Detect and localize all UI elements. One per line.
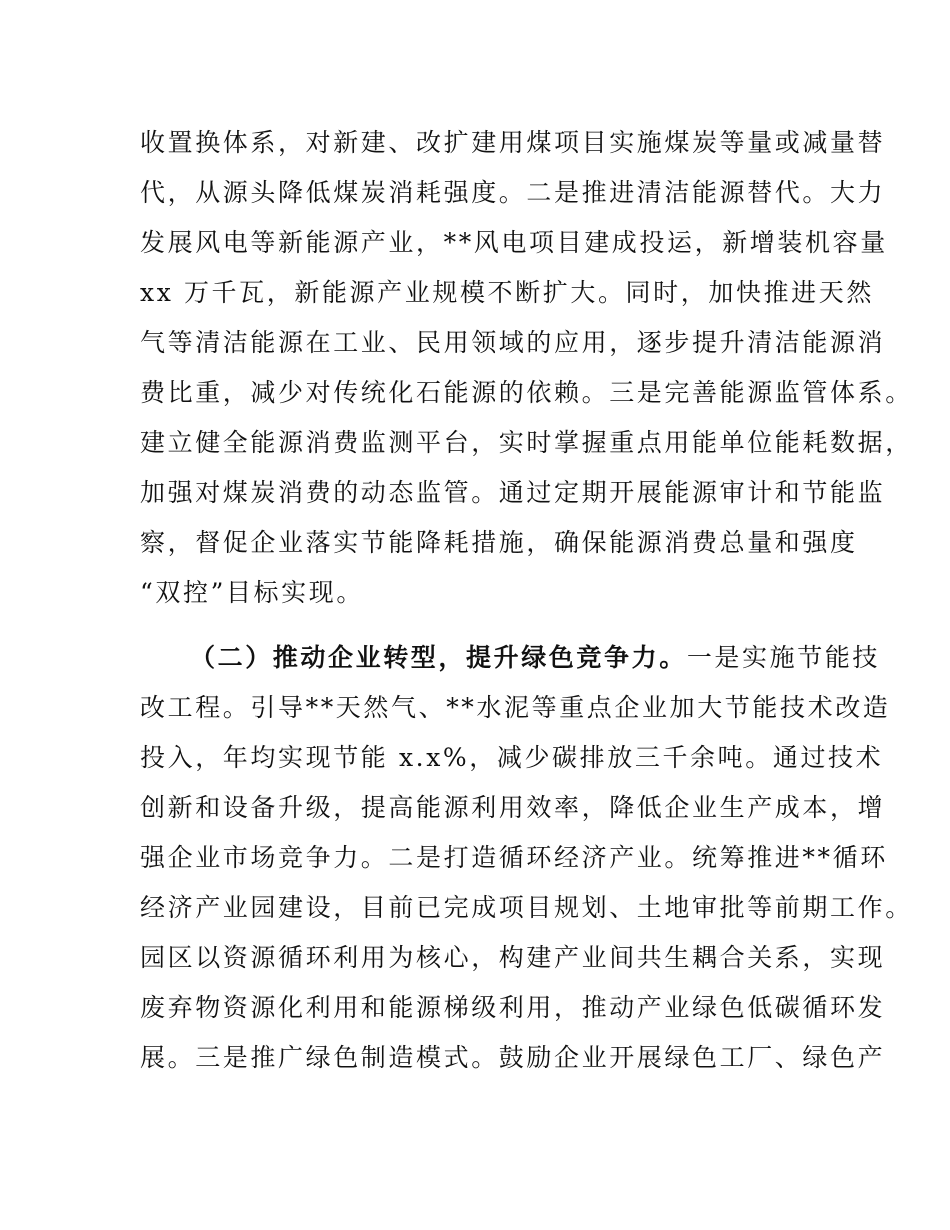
text-line: 废弃物资源化利用和能源梯级利用，推动产业绿色低碳循环发	[140, 993, 886, 1022]
text-line: xx 万千瓦，新能源产业规模不断扩大。同时，加快推进天然	[140, 278, 874, 307]
text-line: 察，督促企业落实节能降耗措施，确保能源消费总量和强度	[140, 528, 858, 557]
text-line: 园区以资源循环利用为核心，构建产业间共生耦合关系，实现	[140, 943, 886, 972]
text-line: 气等清洁能源在工业、民用领域的应用，逐步提升清洁能源消	[140, 328, 886, 357]
text-line: 建立健全能源消费监测平台，实时掌握重点用能单位能耗数据，	[140, 428, 913, 457]
text-line: 展。三是推广绿色制造模式。鼓励企业开展绿色工厂、绿色产	[140, 1043, 886, 1072]
text-line: 创新和设备升级，提高能源利用效率，降低企业生产成本，增	[140, 793, 886, 822]
text-line: 投入，年均实现节能 x.x%，减少碳排放三千余吨。通过技术	[140, 743, 884, 772]
text-line: 代，从源头降低煤炭消耗强度。二是推进清洁能源替代。大力	[140, 178, 886, 207]
section-heading-rest: 一是实施节能技	[686, 643, 881, 672]
text-line: 加强对煤炭消费的动态监管。通过定期开展能源审计和节能监	[140, 478, 886, 507]
text-line: 发展风电等新能源产业，**风电项目建成投运，新增装机容量	[140, 228, 888, 257]
text-line: 收置换体系，对新建、改扩建用煤项目实施煤炭等量或减量替	[140, 128, 886, 157]
section-heading: （二）推动企业转型，提升绿色竞争力。	[190, 643, 687, 672]
text-line: “双控”目标实现。	[140, 578, 364, 607]
text-line: 改工程。引导**天然气、**水泥等重点企业加大节能技术改造	[140, 693, 891, 722]
section-heading-line	[190, 643, 880, 673]
text-line: 经济产业园建设，目前已完成项目规划、土地审批等前期工作。	[140, 893, 913, 922]
text-line: 强企业市场竞争力。二是打造循环经济产业。统筹推进**循环	[140, 843, 888, 872]
text-line: 费比重，减少对传统化石能源的依赖。三是完善能源监管体系。	[140, 378, 913, 407]
